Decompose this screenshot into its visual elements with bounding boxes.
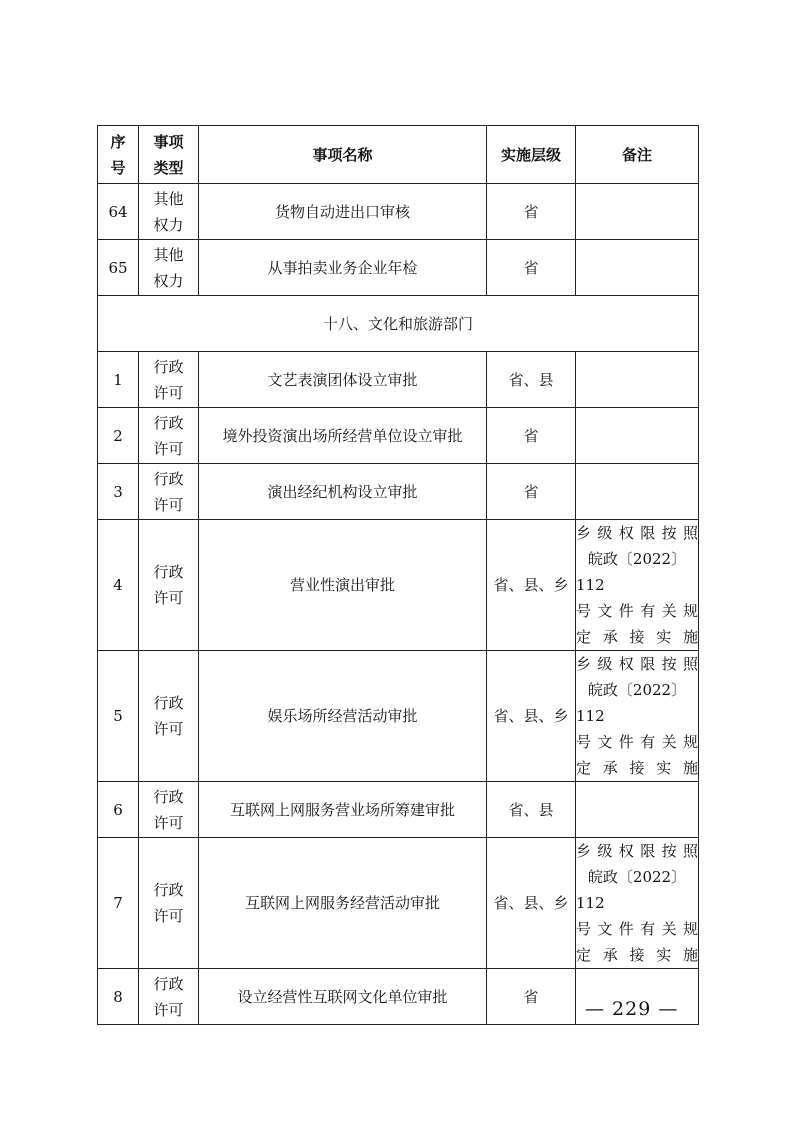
name-cell: 娱乐场所经营活动审批 (199, 651, 487, 782)
name-cell: 货物自动进出口审核 (199, 184, 487, 240)
name-cell: 演出经纪机构设立审批 (199, 464, 487, 520)
seq-cell: 65 (98, 240, 139, 296)
note-cell (576, 782, 699, 838)
name-cell: 文艺表演团体设立审批 (199, 352, 487, 408)
name-cell: 互联网上网服务经营活动审批 (199, 838, 487, 969)
level-cell: 省、县 (487, 782, 576, 838)
note-cell: 乡级权限按照 皖政〔2022〕112 号文件有关规 定承接实施 (576, 651, 699, 782)
seq-cell: 4 (98, 520, 139, 651)
name-cell: 境外投资演出场所经营单位设立审批 (199, 408, 487, 464)
note-cell (576, 184, 699, 240)
header-row (98, 126, 699, 184)
note-cell: 乡级权限按照 皖政〔2022〕112 号文件有关规 定承接实施 (576, 838, 699, 969)
type-cell: 其他 权力 (139, 240, 199, 296)
section-row (98, 296, 699, 352)
level-cell: 省 (487, 969, 576, 1025)
header-seq: 序 号 (98, 126, 139, 184)
name-cell: 设立经营性互联网文化单位审批 (199, 969, 487, 1025)
page-number: — 229 — (585, 998, 679, 1020)
seq-cell: 1 (98, 352, 139, 408)
table-row (98, 651, 699, 782)
table-row (98, 408, 699, 464)
level-cell: 省、县、乡 (487, 651, 576, 782)
level-cell: 省 (487, 464, 576, 520)
seq-cell: 6 (98, 782, 139, 838)
type-cell: 行政 许可 (139, 782, 199, 838)
section-title: 十八、文化和旅游部门 (98, 296, 699, 352)
table-row (98, 838, 699, 969)
table-row (98, 464, 699, 520)
seq-cell: 64 (98, 184, 139, 240)
type-cell: 行政 许可 (139, 408, 199, 464)
seq-cell: 2 (98, 408, 139, 464)
header-name: 事项名称 (199, 126, 487, 184)
table-row (98, 240, 699, 296)
header-note: 备注 (576, 126, 699, 184)
seq-cell: 3 (98, 464, 139, 520)
level-cell: 省 (487, 184, 576, 240)
table-row (98, 520, 699, 651)
level-cell: 省 (487, 240, 576, 296)
seq-cell: 8 (98, 969, 139, 1025)
header-type: 事项 类型 (139, 126, 199, 184)
level-cell: 省 (487, 408, 576, 464)
type-cell: 行政 许可 (139, 520, 199, 651)
table-row (98, 782, 699, 838)
note-cell (576, 240, 699, 296)
type-cell: 行政 许可 (139, 969, 199, 1025)
table-row (98, 184, 699, 240)
type-cell: 行政 许可 (139, 464, 199, 520)
level-cell: 省、县、乡 (487, 838, 576, 969)
note-cell (576, 408, 699, 464)
seq-cell: 5 (98, 651, 139, 782)
items-table (97, 125, 699, 1025)
note-cell (576, 464, 699, 520)
level-cell: 省、县、乡 (487, 520, 576, 651)
header-level: 实施层级 (487, 126, 576, 184)
name-cell: 从事拍卖业务企业年检 (199, 240, 487, 296)
type-cell: 行政 许可 (139, 352, 199, 408)
type-cell: 行政 许可 (139, 651, 199, 782)
type-cell: 其他 权力 (139, 184, 199, 240)
name-cell: 营业性演出审批 (199, 520, 487, 651)
table-row (98, 352, 699, 408)
seq-cell: 7 (98, 838, 139, 969)
note-cell: 乡级权限按照 皖政〔2022〕112 号文件有关规 定承接实施 (576, 520, 699, 651)
name-cell: 互联网上网服务营业场所筹建审批 (199, 782, 487, 838)
level-cell: 省、县 (487, 352, 576, 408)
note-cell (576, 352, 699, 408)
type-cell: 行政 许可 (139, 838, 199, 969)
